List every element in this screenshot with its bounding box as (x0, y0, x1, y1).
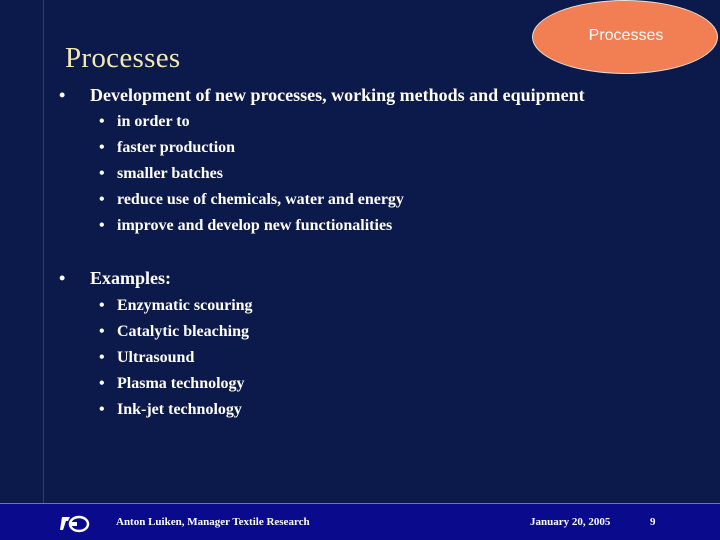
section-oval-badge (532, 0, 718, 74)
left-divider (43, 0, 44, 503)
footer-bar (0, 504, 720, 540)
section-oval-label: Processes (588, 27, 664, 44)
bullet-dot: • (59, 268, 66, 288)
tno-logo-icon (60, 513, 90, 535)
bullet-text: Examples: (90, 268, 171, 288)
footer-date: January 20, 2005 (530, 516, 611, 528)
slide: Processes Processes • Development of new processes, working methods and equipment • in order to • faster production • smaller batches • reduce use of chemicals, water and energy • improve and develop new functionalities • Examples: • Enzymatic scouring • Catalytic bleaching • Ultrasound • Plasma technology • Ink-jet technology Anton Luiken, Manager Textile Research January 20, 2005 9 (0, 0, 720, 540)
footer-author: Anton Luiken, Manager Textile Research (116, 516, 310, 528)
bullet-text: Development of new processes, working methods and equipment (90, 85, 585, 105)
slide-title: Processes (65, 42, 181, 74)
bullet-dot: • (59, 85, 66, 105)
page-number: 9 (650, 516, 656, 528)
